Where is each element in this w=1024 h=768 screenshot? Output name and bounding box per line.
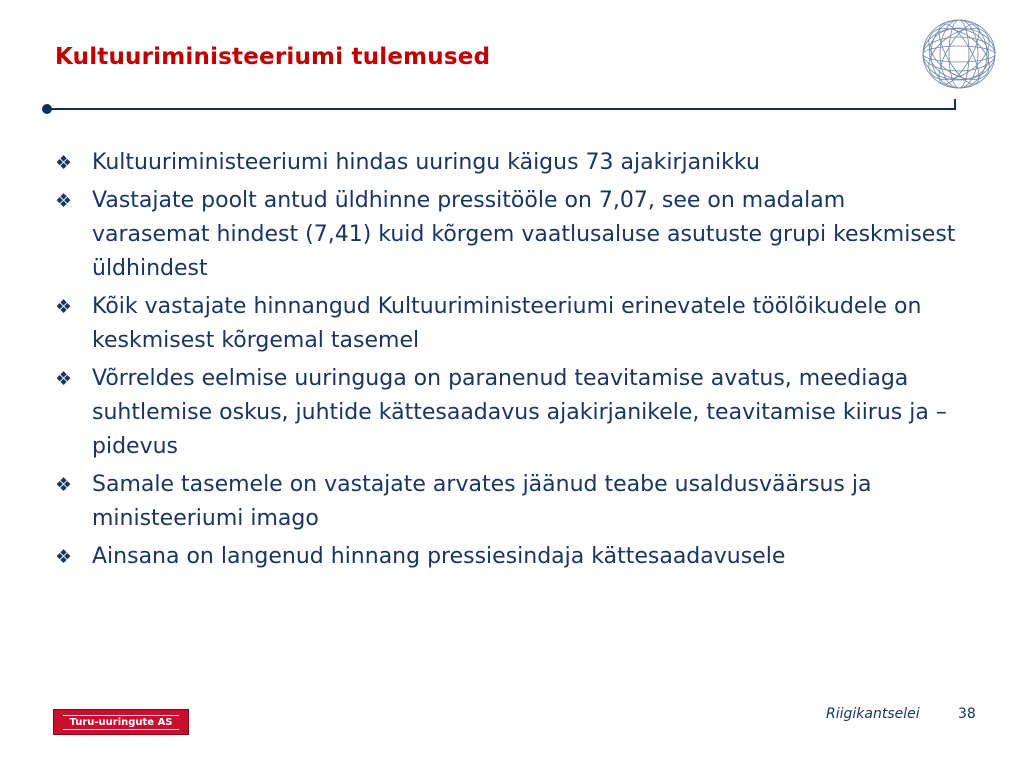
list-item: [55, 184, 960, 286]
slide-title: Kultuuriministeeriumi tulemused: [55, 44, 491, 70]
company-logo: [53, 709, 189, 735]
list-item: [55, 146, 960, 180]
title-divider: [38, 96, 968, 120]
diamond-bullet-icon: ❖: [55, 152, 73, 174]
diamond-bullet-icon: ❖: [55, 296, 73, 318]
bullet-text: Kõik vastajate hinnangud Kultuuriministeeriumi erinevatele töölõikudele on keskmisest kõrgemal tasemel: [92, 294, 922, 353]
bullet-text: Ainsana on langenud hinnang pressiesindaja kättesaadavusele: [92, 544, 786, 569]
list-item: [55, 540, 960, 574]
diamond-bullet-icon: ❖: [55, 368, 73, 390]
list-item: [55, 468, 960, 536]
diamond-bullet-icon: ❖: [55, 190, 73, 212]
bullet-text: Kultuuriministeeriumi hindas uuringu käigus 73 ajakirjanikku: [92, 150, 760, 175]
footer-organization: Riigikantselei: [826, 706, 920, 722]
page-number: 38: [958, 706, 976, 722]
diamond-bullet-icon: ❖: [55, 474, 73, 496]
bullet-text: Võrreldes eelmise uuringuga on paranenud teavitamise avatus, meediaga suhtlemise oskus, juhtide kättesaadavus ajakirjanikele, teavitamise kiirus ja –pidevus: [92, 366, 947, 459]
bullet-text: Samale tasemele on vastajate arvates jäänud teabe usaldusväärsus ja ministeeriumi imago: [92, 472, 872, 531]
bullet-text: Vastajate poolt antud üldhinne pressitööle on 7,07, see on madalam varasemat hindest (7,41) kuid kõrgem vaatlusaluse asutuste grupi keskmisest üldhindest: [92, 188, 956, 281]
company-logo-text: Turu-uuringute AS: [63, 715, 178, 730]
globe-mesh-icon: [918, 16, 1000, 92]
diamond-bullet-icon: ❖: [55, 546, 73, 568]
list-item: [55, 290, 960, 358]
list-item: [55, 362, 960, 464]
bullet-list: [55, 146, 960, 578]
